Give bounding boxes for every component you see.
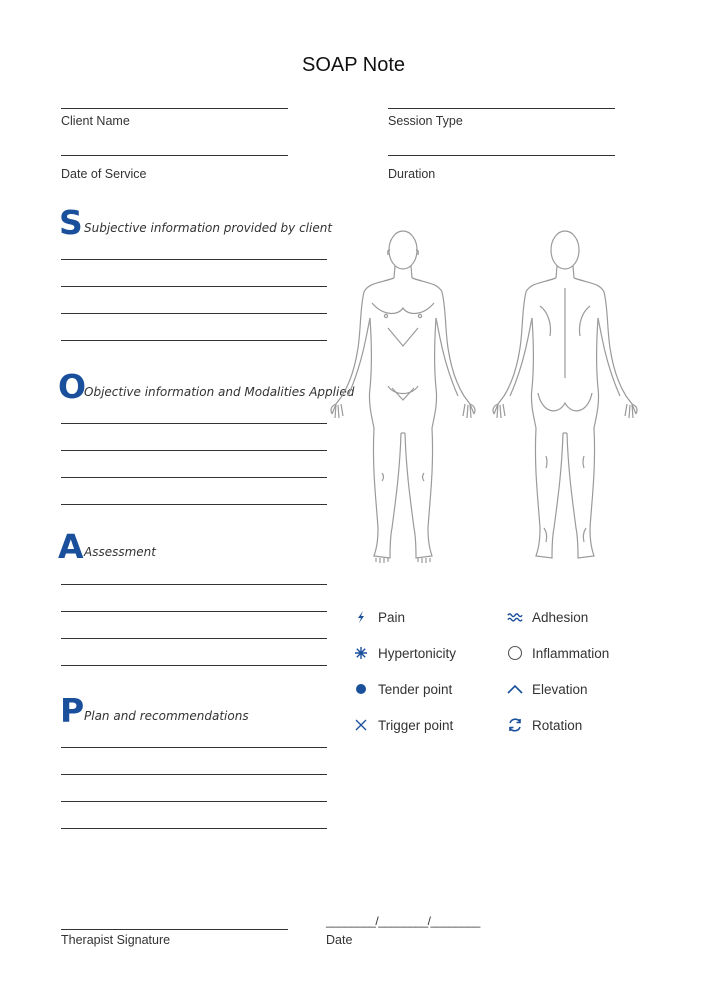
date-of-service-label: Date of Service — [61, 167, 147, 181]
legend-label: Inflammation — [532, 645, 610, 661]
legend-label: Tender point — [378, 681, 453, 697]
date-blank[interactable]: ________/________/________ — [326, 914, 480, 928]
hypertonicity-icon — [353, 645, 369, 661]
section-o-line[interactable] — [61, 504, 327, 505]
date-label: Date — [326, 933, 353, 947]
legend-label: Rotation — [532, 717, 583, 733]
section-o-line[interactable] — [61, 450, 327, 451]
signature-label: Therapist Signature — [61, 933, 171, 947]
section-p-line[interactable] — [61, 747, 327, 748]
legend-label: Elevation — [532, 681, 588, 697]
tender-point-icon — [353, 681, 369, 697]
page-title: SOAP Note — [301, 54, 406, 76]
body-back-figure[interactable] — [490, 228, 640, 564]
legend-label: Adhesion — [532, 609, 589, 625]
legend-label: Trigger point — [378, 717, 454, 733]
section-s-line[interactable] — [61, 286, 327, 287]
section-o-description: Objective information and Modalities Applied — [84, 385, 355, 399]
section-a-description: Assessment — [84, 545, 156, 559]
section-p-line[interactable] — [61, 774, 327, 775]
legend-item-adhesion — [507, 609, 588, 625]
section-a-line[interactable] — [61, 638, 327, 639]
trigger-point-icon — [353, 717, 369, 733]
legend-item-hypertonicity — [353, 645, 456, 661]
section-p-line[interactable] — [61, 828, 327, 829]
section-a-line[interactable] — [61, 584, 327, 585]
section-o-line[interactable] — [61, 423, 327, 424]
legend-item-rotation — [507, 717, 582, 733]
duration-line[interactable] — [388, 155, 615, 156]
legend-item-tender-point — [353, 681, 452, 697]
pain-icon — [353, 609, 369, 625]
legend-item-trigger-point — [353, 717, 453, 733]
client-name-label: Client Name — [61, 114, 130, 128]
section-o-letter: O — [58, 367, 87, 406]
section-s-line[interactable] — [61, 313, 327, 314]
session-type-line[interactable] — [388, 108, 615, 109]
legend-label: Pain — [378, 609, 406, 625]
client-name-line[interactable] — [61, 108, 288, 109]
legend-item-inflammation — [507, 645, 609, 661]
inflammation-icon — [507, 645, 523, 661]
signature-line[interactable] — [61, 929, 288, 930]
duration-label: Duration — [388, 167, 436, 181]
section-s-description: Subjective information provided by client — [84, 221, 333, 235]
section-o-line[interactable] — [61, 477, 327, 478]
section-a-letter: A — [58, 527, 84, 566]
legend-item-elevation — [507, 681, 588, 697]
legend-item-pain — [353, 609, 405, 625]
section-p-letter: P — [60, 691, 85, 730]
legend-label: Hypertonicity — [378, 645, 457, 661]
session-type-label: Session Type — [388, 114, 463, 128]
elevation-icon — [507, 681, 523, 697]
section-a-line[interactable] — [61, 611, 327, 612]
section-p-line[interactable] — [61, 801, 327, 802]
rotation-icon — [507, 717, 523, 733]
body-front-figure[interactable] — [328, 228, 478, 564]
adhesion-icon — [507, 609, 523, 625]
section-s-letter: S — [59, 203, 83, 242]
section-s-line[interactable] — [61, 259, 327, 260]
date-of-service-line[interactable] — [61, 155, 288, 156]
section-a-line[interactable] — [61, 665, 327, 666]
section-p-description: Plan and recommendations — [84, 709, 249, 723]
section-s-line[interactable] — [61, 340, 327, 341]
